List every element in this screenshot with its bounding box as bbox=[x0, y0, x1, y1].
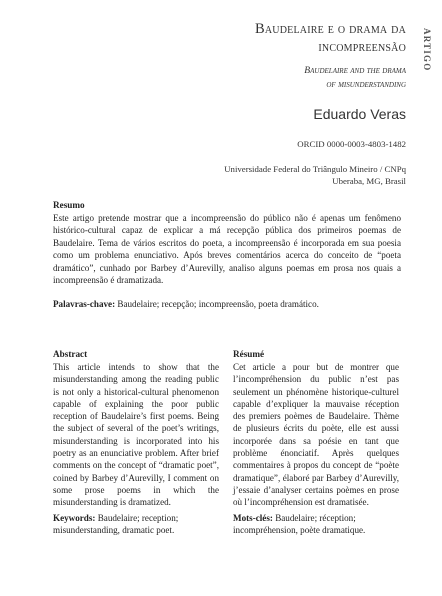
affiliation bbox=[106, 163, 406, 187]
keywords-label: Keywords: bbox=[53, 513, 96, 523]
article-title-english bbox=[106, 64, 406, 92]
section-label: ARTIGO bbox=[422, 28, 432, 72]
abstract-heading: Abstract bbox=[53, 349, 88, 359]
mots-cles bbox=[233, 512, 399, 537]
affiliation-line-2: Uberaba, MG, Brasil bbox=[332, 176, 406, 186]
resumo-text: Este artigo pretende mostrar que a incompreensão do público não é apenas um fenômeno histórico-cultural capaz de explicar a má recepção pública dos primeiros poemas de Baudelaire. Tema de vários escritos do poeta, a incompreensão é incorporada em sua poesia como um problema enunciativo. Após breves comentários acerca do conceito de “poeta dramático”, cunhado por Barbey d’Aurevilly, analiso alguns poemas em prosa nos quais a incompreensão é dramatizada. bbox=[53, 213, 401, 286]
mots-cles-text: Baudelaire; réception; incompréhension, poète dramatique. bbox=[233, 513, 366, 536]
title-en-line-1: Baudelaire and the drama bbox=[304, 65, 406, 76]
title-line-2: incompreensão bbox=[318, 39, 406, 55]
mots-cles-label: Mots-clés: bbox=[233, 513, 273, 523]
resume-heading: Résumé bbox=[233, 349, 265, 359]
resume-text: Cet article a pour but de montrer que l’incompréhension du public n’est pas seulement un phénomène historique-culturel capable d’expliquer la mauvaise réception des premiers poèmes de Baudelaire. Thème de plusieurs écrits du poète, elle est aussi incorporée dans sa poésie en tant que problème énonciatif. Après quelques commentaires à propos du concept de “poète dramatique”, élaboré par Barbey d’Aurevilly, j’essaie d’analyser certains poèmes en prose où l’incompréhension est dramatisée. bbox=[233, 362, 399, 508]
article-title bbox=[106, 20, 406, 56]
affiliation-line-1: Universidade Federal do Triângulo Mineiro / CNPq bbox=[224, 164, 406, 174]
palavras-chave-label: Palavras-chave: bbox=[53, 299, 116, 309]
keywords-english bbox=[53, 512, 219, 537]
author-name: Eduardo Veras bbox=[313, 106, 406, 122]
resumo-heading: Resumo bbox=[53, 200, 85, 210]
abstract-text: This article intends to show that the misunderstanding among the reading public is not only a historical-cultural phenomenon capable of explaining the poor public reception of Baudelaire’s first poems. Being the subject of several of the poet’s writings, misunderstanding is incorporated into his poetry as an enunciative problem. After brief comments on the concept of “dramatic poet”, coined by Barbey d’Aurevilly, I comment on some prose poems in which the misunderstanding is dramatized. bbox=[53, 362, 219, 508]
orcid[interactable]: ORCID 0000-0003-4803-1482 bbox=[297, 139, 406, 149]
keywords-text: Baudelaire; reception; misunderstanding, dramatic poet. bbox=[53, 513, 179, 536]
palavras-chave-text: Baudelaire; recepção; incompreensão, poeta dramático. bbox=[117, 299, 319, 309]
title-line-1: Baudelaire e o drama da bbox=[255, 21, 406, 37]
title-en-line-2: of misunderstanding bbox=[326, 79, 406, 90]
palavras-chave bbox=[53, 298, 401, 310]
